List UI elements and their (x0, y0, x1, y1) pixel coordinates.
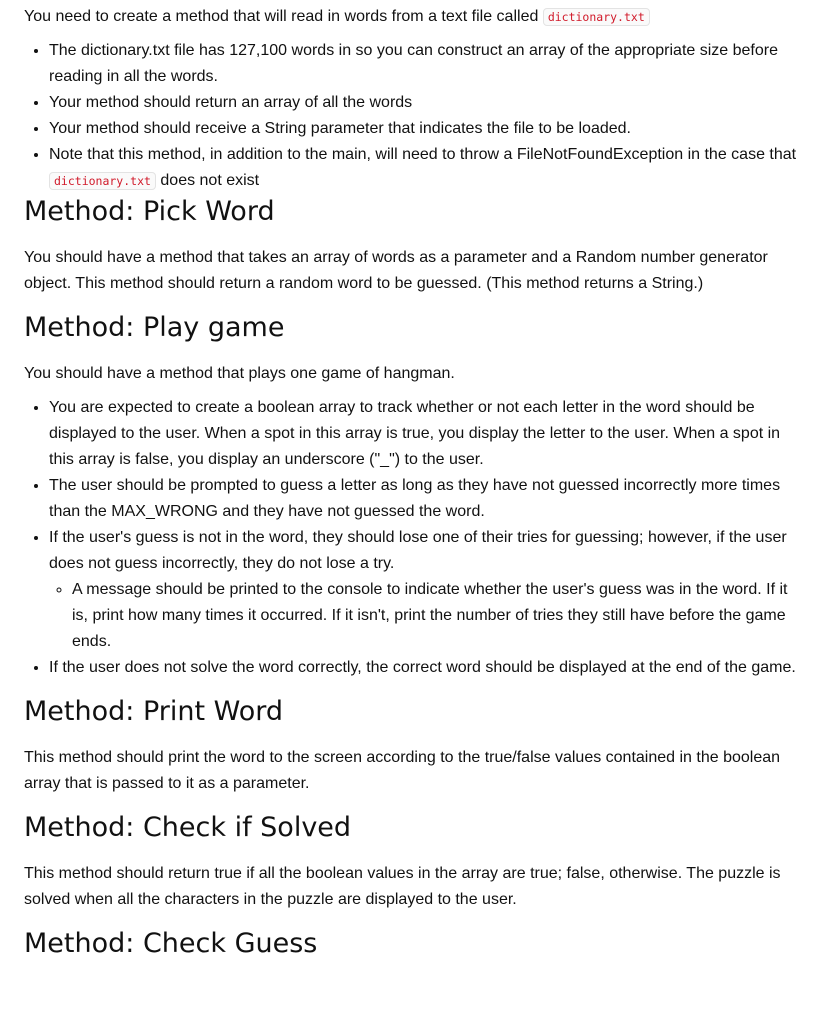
section-heading-check-solved: Method: Check if Solved (24, 812, 352, 843)
print-word-paragraph: This method should print the word to the screen according to the true/false values contained in the boolean array that is passed to it as a parameter. (24, 749, 781, 792)
sub-list-item: ◦ A message should be printed to the console to indicate whether the user's guess was in the word. If it is, print how many times it occurred. If it isn't, print the number of tries they still have before the game ends. (72, 577, 804, 655)
list-item-text: Note that this method, in addition to the main, will need to throw a FileNotFoundException in the case that (49, 146, 797, 163)
check-solved-paragraph: This method should return true if all the boolean values in the array are true; false, otherwise. The puzzle is solved when all the characters in the puzzle are displayed to the user. (24, 865, 781, 908)
play-game-intro: You should have a method that plays one game of hangman. (24, 365, 455, 382)
section-heading-play-game: Method: Play game (24, 312, 285, 343)
read-method-bullets (24, 38, 804, 194)
list-item-text: does not exist (160, 172, 260, 189)
list-item: • You are expected to create a boolean array to track whether or not each letter in the word should be displayed to the user. When a spot in this array is true, you display the letter to the user. When a spot in this array is false, you display an underscore ("_") to the user. (49, 395, 804, 473)
play-game-bullets (24, 395, 804, 681)
list-item: • Your method should return an array of all the words (49, 90, 804, 116)
intro-text: You need to create a method that will read in words from a text file called (24, 8, 539, 25)
inline-code-filename: dictionary.txt (49, 172, 156, 190)
inline-code-filename: dictionary.txt (543, 8, 650, 26)
list-item-text: If the user's guess is not in the word, they should lose one of their tries for guessing; however, if the user does not guess incorrectly, they do not lose a try. (49, 529, 787, 572)
section-heading-print-word: Method: Print Word (24, 696, 284, 727)
list-item: • Your method should receive a String parameter that indicates the file to be loaded. (49, 116, 804, 142)
list-item: • If the user does not solve the word correctly, the correct word should be displayed at the end of the game. (49, 655, 804, 681)
list-item (49, 525, 804, 655)
section-heading-check-guess: Method: Check Guess (24, 928, 318, 959)
intro-paragraph (24, 4, 804, 30)
play-game-sub-bullets (49, 577, 804, 655)
list-item: • The user should be prompted to guess a letter as long as they have not guessed incorrectly more times than the MAX_WRONG and they have not guessed the word. (49, 473, 804, 525)
list-item (49, 142, 804, 194)
section-heading-pick-word: Method: Pick Word (24, 196, 275, 227)
pick-word-paragraph: You should have a method that takes an array of words as a parameter and a Random number generator object. This method should return a random word to be guessed. (This method returns a String.) (24, 249, 768, 292)
list-item: • The dictionary.txt file has 127,100 words in so you can construct an array of the appropriate size before reading in all the words. (49, 38, 804, 90)
